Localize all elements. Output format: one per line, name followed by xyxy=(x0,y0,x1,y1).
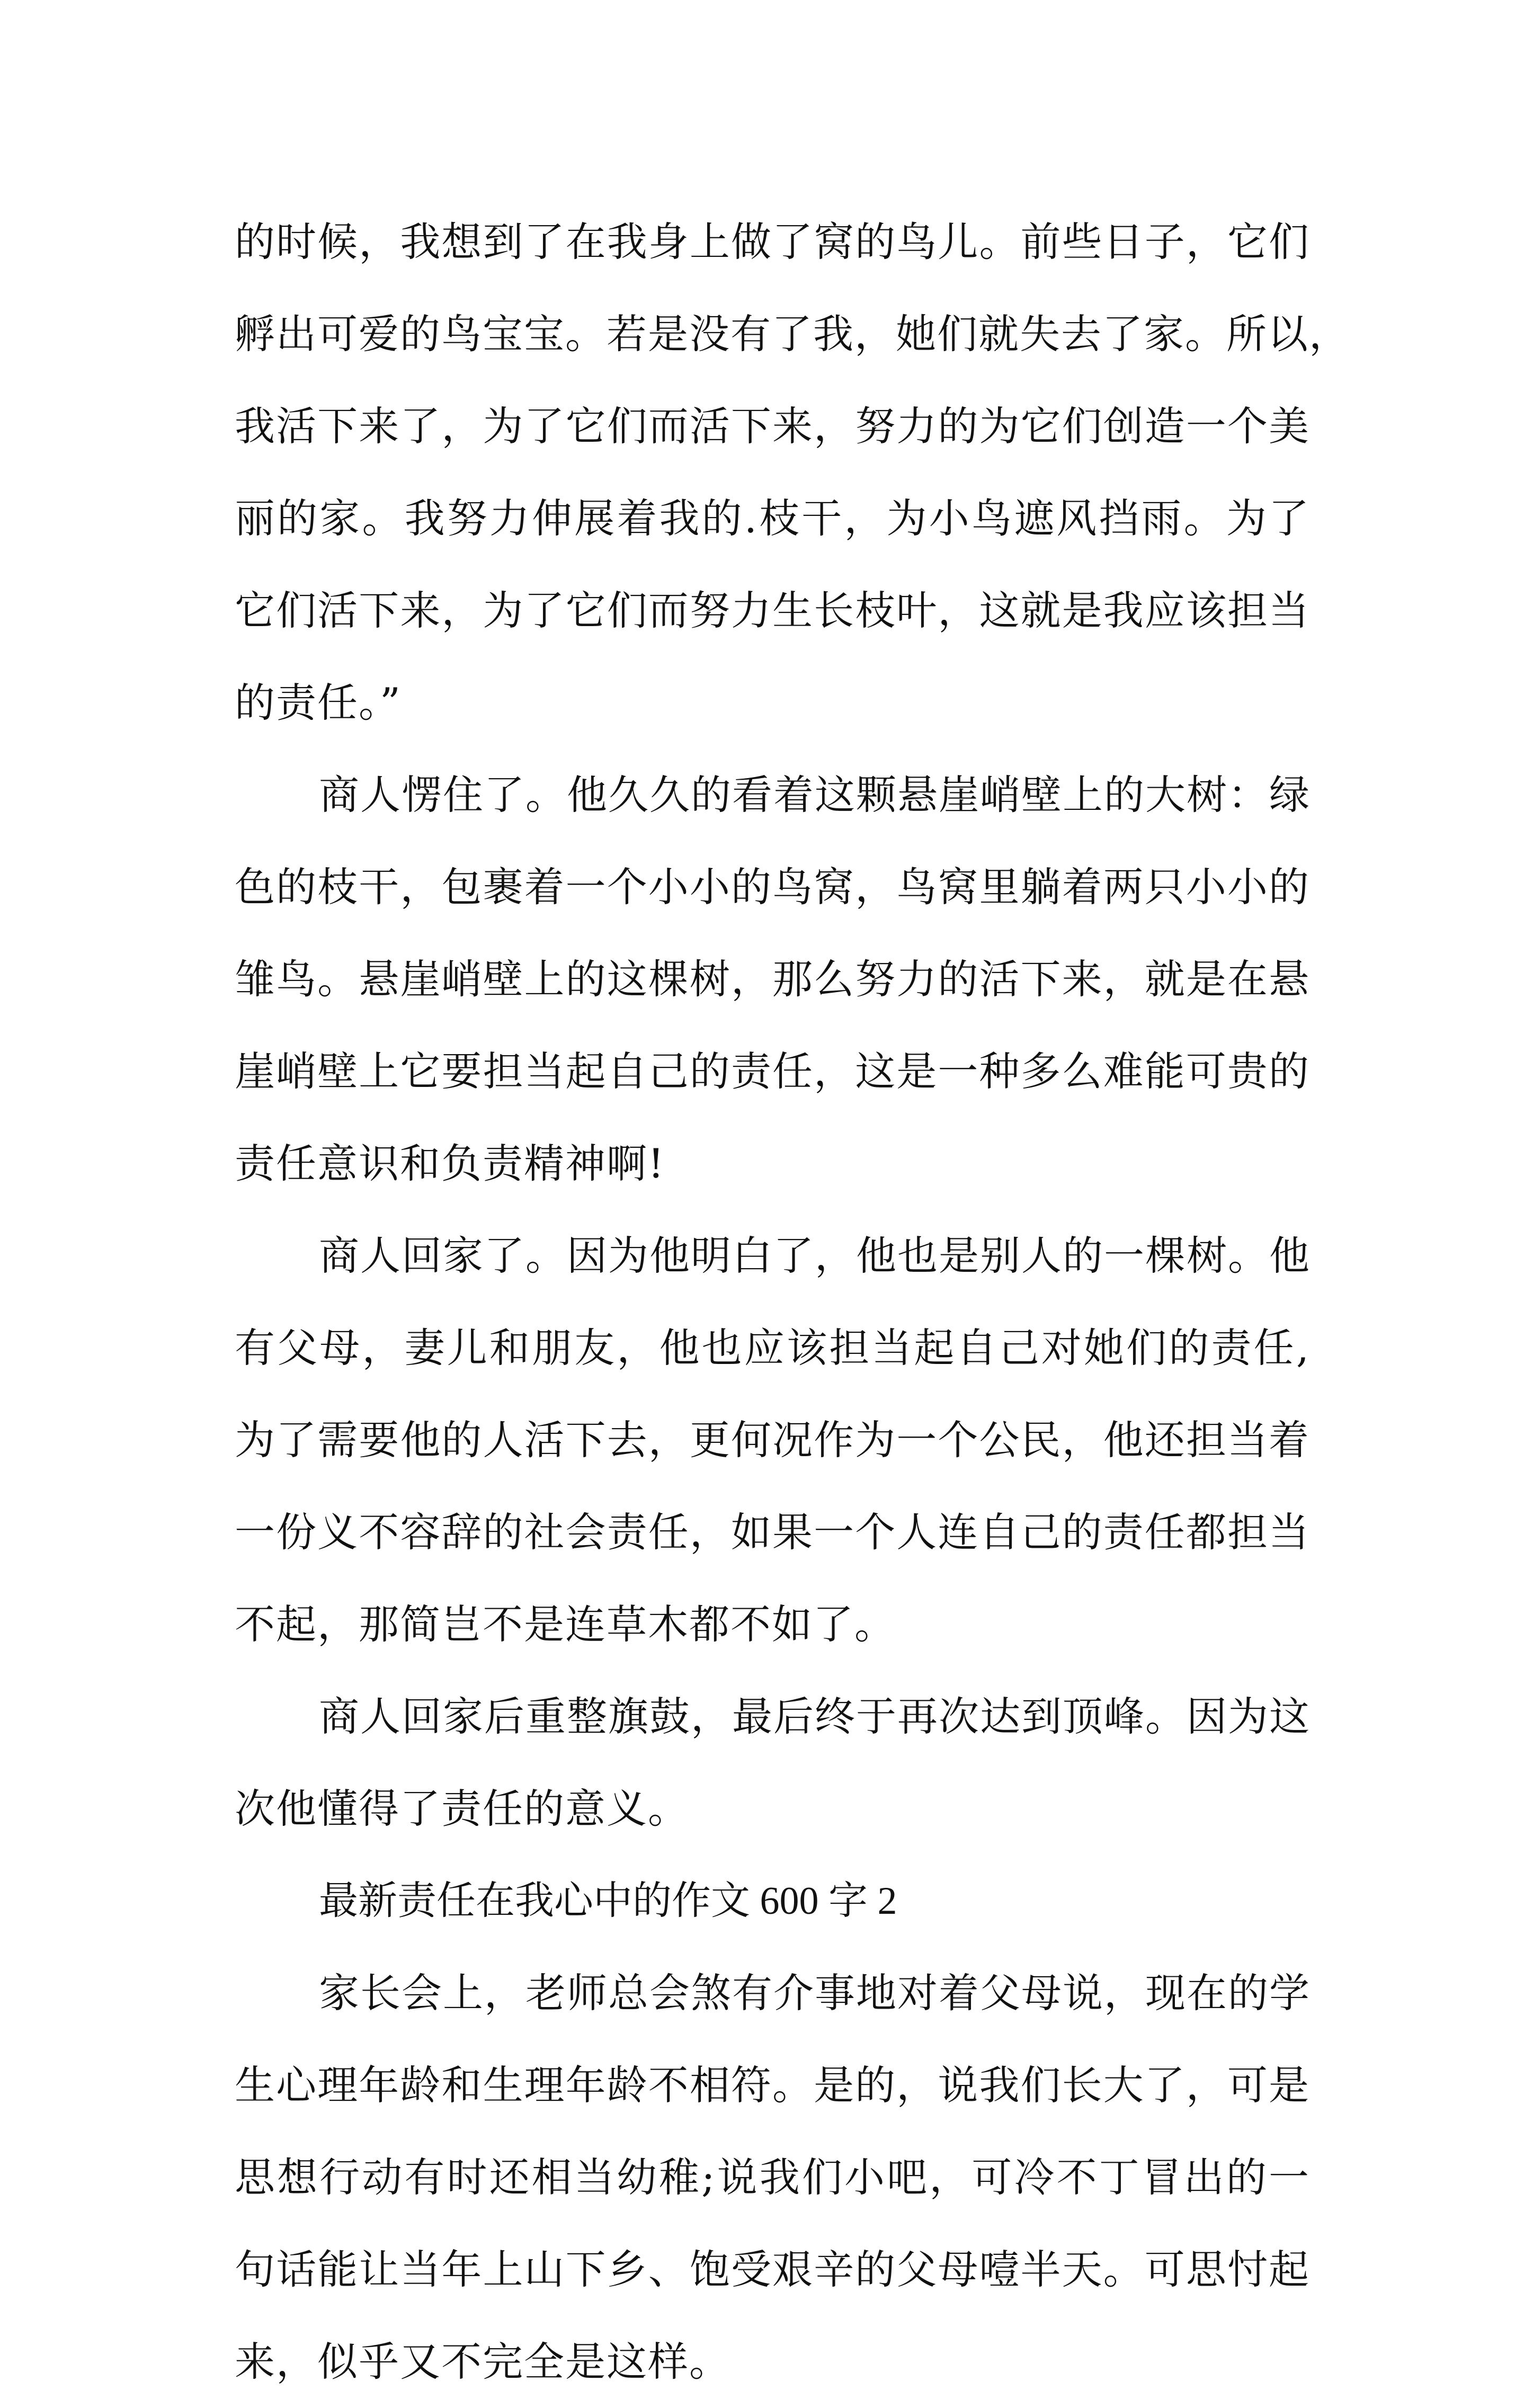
text-line: 生心理年龄和生理年龄不相符。是的，说我们长大了，可是 xyxy=(235,2062,1310,2109)
text-line: 色的枝干，包裹着一个小小的鸟窝，鸟窝里躺着两只小小的 xyxy=(235,863,1310,911)
text-line: 的时候，我想到了在我身上做了窝的鸟儿。前些日子，它们 xyxy=(235,218,1310,265)
text-line: 孵出可爱的鸟宝宝。若是没有了我，她们就失去了家。所以， xyxy=(235,310,1350,358)
text-line: 有父母，妻儿和朋友，他也应该担当起自己对她们的责任, xyxy=(235,1324,1310,1371)
paragraph-first-line: 家长会上，老师总会煞有介事地对着父母说，现在的学 xyxy=(319,1969,1311,2017)
text-line: 崖峭壁上它要担当起自己的责任，这是一种多么难能可贵的 xyxy=(235,1048,1310,1095)
text-line: 次他懂得了责任的意义。 xyxy=(235,1785,689,1832)
text-line: 它们活下来，为了它们而努力生长枝叶，这就是我应该担当 xyxy=(235,587,1310,634)
text-line: 责任意识和负责精神啊! xyxy=(235,1140,665,1187)
section-heading: 最新责任在我心中的作文 600 字 2 xyxy=(319,1879,897,1923)
text-line: 丽的家。我努力伸展着我的.枝干，为小鸟遮风挡雨。为了 xyxy=(235,495,1310,542)
text-line: 的责任。” xyxy=(235,679,402,726)
text-line: 句话能让当年上山下乡、饱受艰辛的父母噎半天。可思忖起 xyxy=(235,2246,1310,2293)
text-line: 思想行动有时还相当幼稚;说我们小吧，可冷不丁冒出的一 xyxy=(235,2154,1310,2201)
text-line: 我活下来了，为了它们而活下来，努力的为它们创造一个美 xyxy=(235,403,1310,450)
text-line: 不起，那简岂不是连草木都不如了。 xyxy=(235,1601,896,1648)
text-line: 来，似乎又不完全是这样。 xyxy=(235,2338,730,2385)
paragraph-first-line: 商人回家后重整旗鼓，最后终于再次达到顶峰。因为这 xyxy=(319,1693,1311,1740)
text-line: 为了需要他的人活下去，更何况作为一个公民，他还担当着 xyxy=(235,1416,1310,1464)
paragraph-first-line: 商人愣住了。他久久的看着这颗悬崖峭壁上的大树：绿 xyxy=(319,771,1311,818)
text-line: 一份义不容辞的社会责任，如果一个人连自己的责任都担当 xyxy=(235,1509,1310,1556)
paragraph-first-line: 商人回家了。因为他明白了，他也是别人的一棵树。他 xyxy=(319,1232,1311,1279)
document-body xyxy=(235,196,1350,2408)
text-line: 雏鸟。悬崖峭壁上的这棵树，那么努力的活下来，就是在悬 xyxy=(235,956,1310,1003)
